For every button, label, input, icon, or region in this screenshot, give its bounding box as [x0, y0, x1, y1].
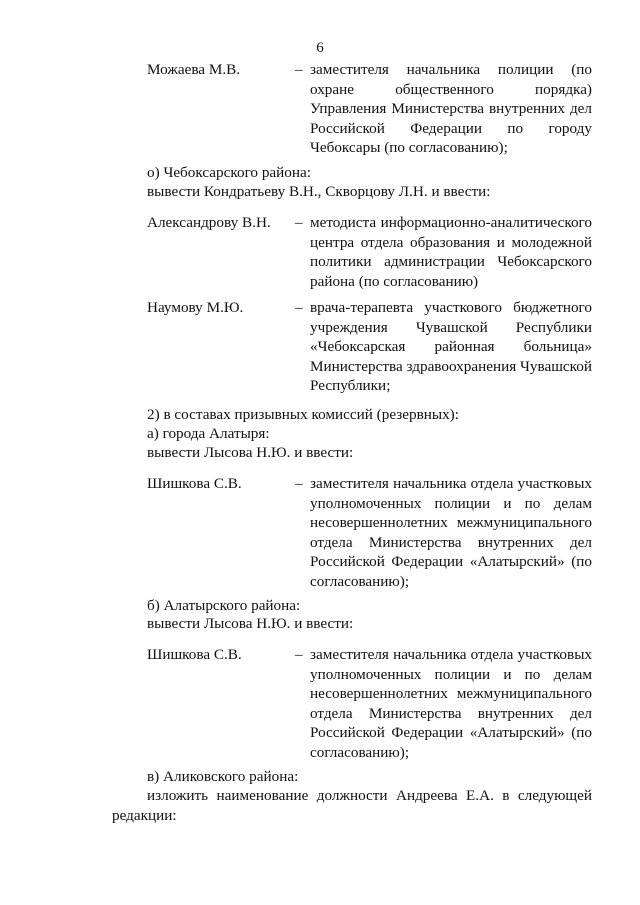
- section-instruction: вывести Кондратьеву В.Н., Скворцову Л.Н. и ввести:: [147, 183, 491, 200]
- section-heading: о) Чебоксарского района:: [147, 164, 311, 181]
- instruction-text: изложить наименование должности Андреева Е.А. в следующей редакции:: [112, 787, 592, 824]
- entry-dash: –: [295, 475, 303, 492]
- section-instruction: вывести Лысова Н.Ю. и ввести:: [147, 615, 354, 632]
- subsection-heading: а) города Алатыря:: [147, 425, 270, 442]
- person-name: Можаева М.В.: [147, 61, 241, 78]
- person-position: заместителя начальника полиции (по охране общественного порядка) Управления Министерства внутренних дел Российской Федерации по городу Чебоксары (по согласованию);: [310, 61, 592, 156]
- person-name: Александрову В.Н.: [147, 214, 271, 231]
- person-position: заместителя начальника отдела участковых уполномоченных полиции и по делам несовершеннолетних межмуниципального отдела Министерства внутренних дел Российской Федерации «Алатырский» (по согласованию);: [310, 646, 592, 761]
- subsection-heading: в) Аликовского района:: [147, 768, 299, 785]
- entry-dash: –: [295, 646, 303, 663]
- section-heading: 2) в составах призывных комиссий (резервных):: [147, 406, 459, 423]
- person-position: методиста информационно-аналитического центра отдела образования и молодежной политики администрации Чебоксарского района (по согласованию): [310, 214, 592, 290]
- person-position: врача-терапевта участкового бюджетного учреждения Чувашской Республики «Чебоксарская районная больница» Министерства здравоохранения Чувашской Республики;: [310, 299, 592, 394]
- entry-dash: –: [295, 299, 303, 316]
- section-instruction: [112, 786, 592, 825]
- entry-dash: –: [295, 61, 303, 78]
- subsection-heading: б) Алатырского района:: [147, 597, 301, 614]
- person-name: Наумову М.Ю.: [147, 299, 244, 316]
- person-position: заместителя начальника отдела участковых уполномоченных полиции и по делам несовершеннолетних межмуниципального отдела Министерства внутренних дел Российской Федерации «Алатырский» (по согласованию);: [310, 475, 592, 590]
- entry-dash: –: [295, 214, 303, 231]
- person-name: Шишкова С.В.: [147, 475, 242, 492]
- person-name: Шишкова С.В.: [147, 646, 242, 663]
- page-number: 6: [316, 40, 324, 56]
- section-instruction: вывести Лысова Н.Ю. и ввести:: [147, 444, 354, 461]
